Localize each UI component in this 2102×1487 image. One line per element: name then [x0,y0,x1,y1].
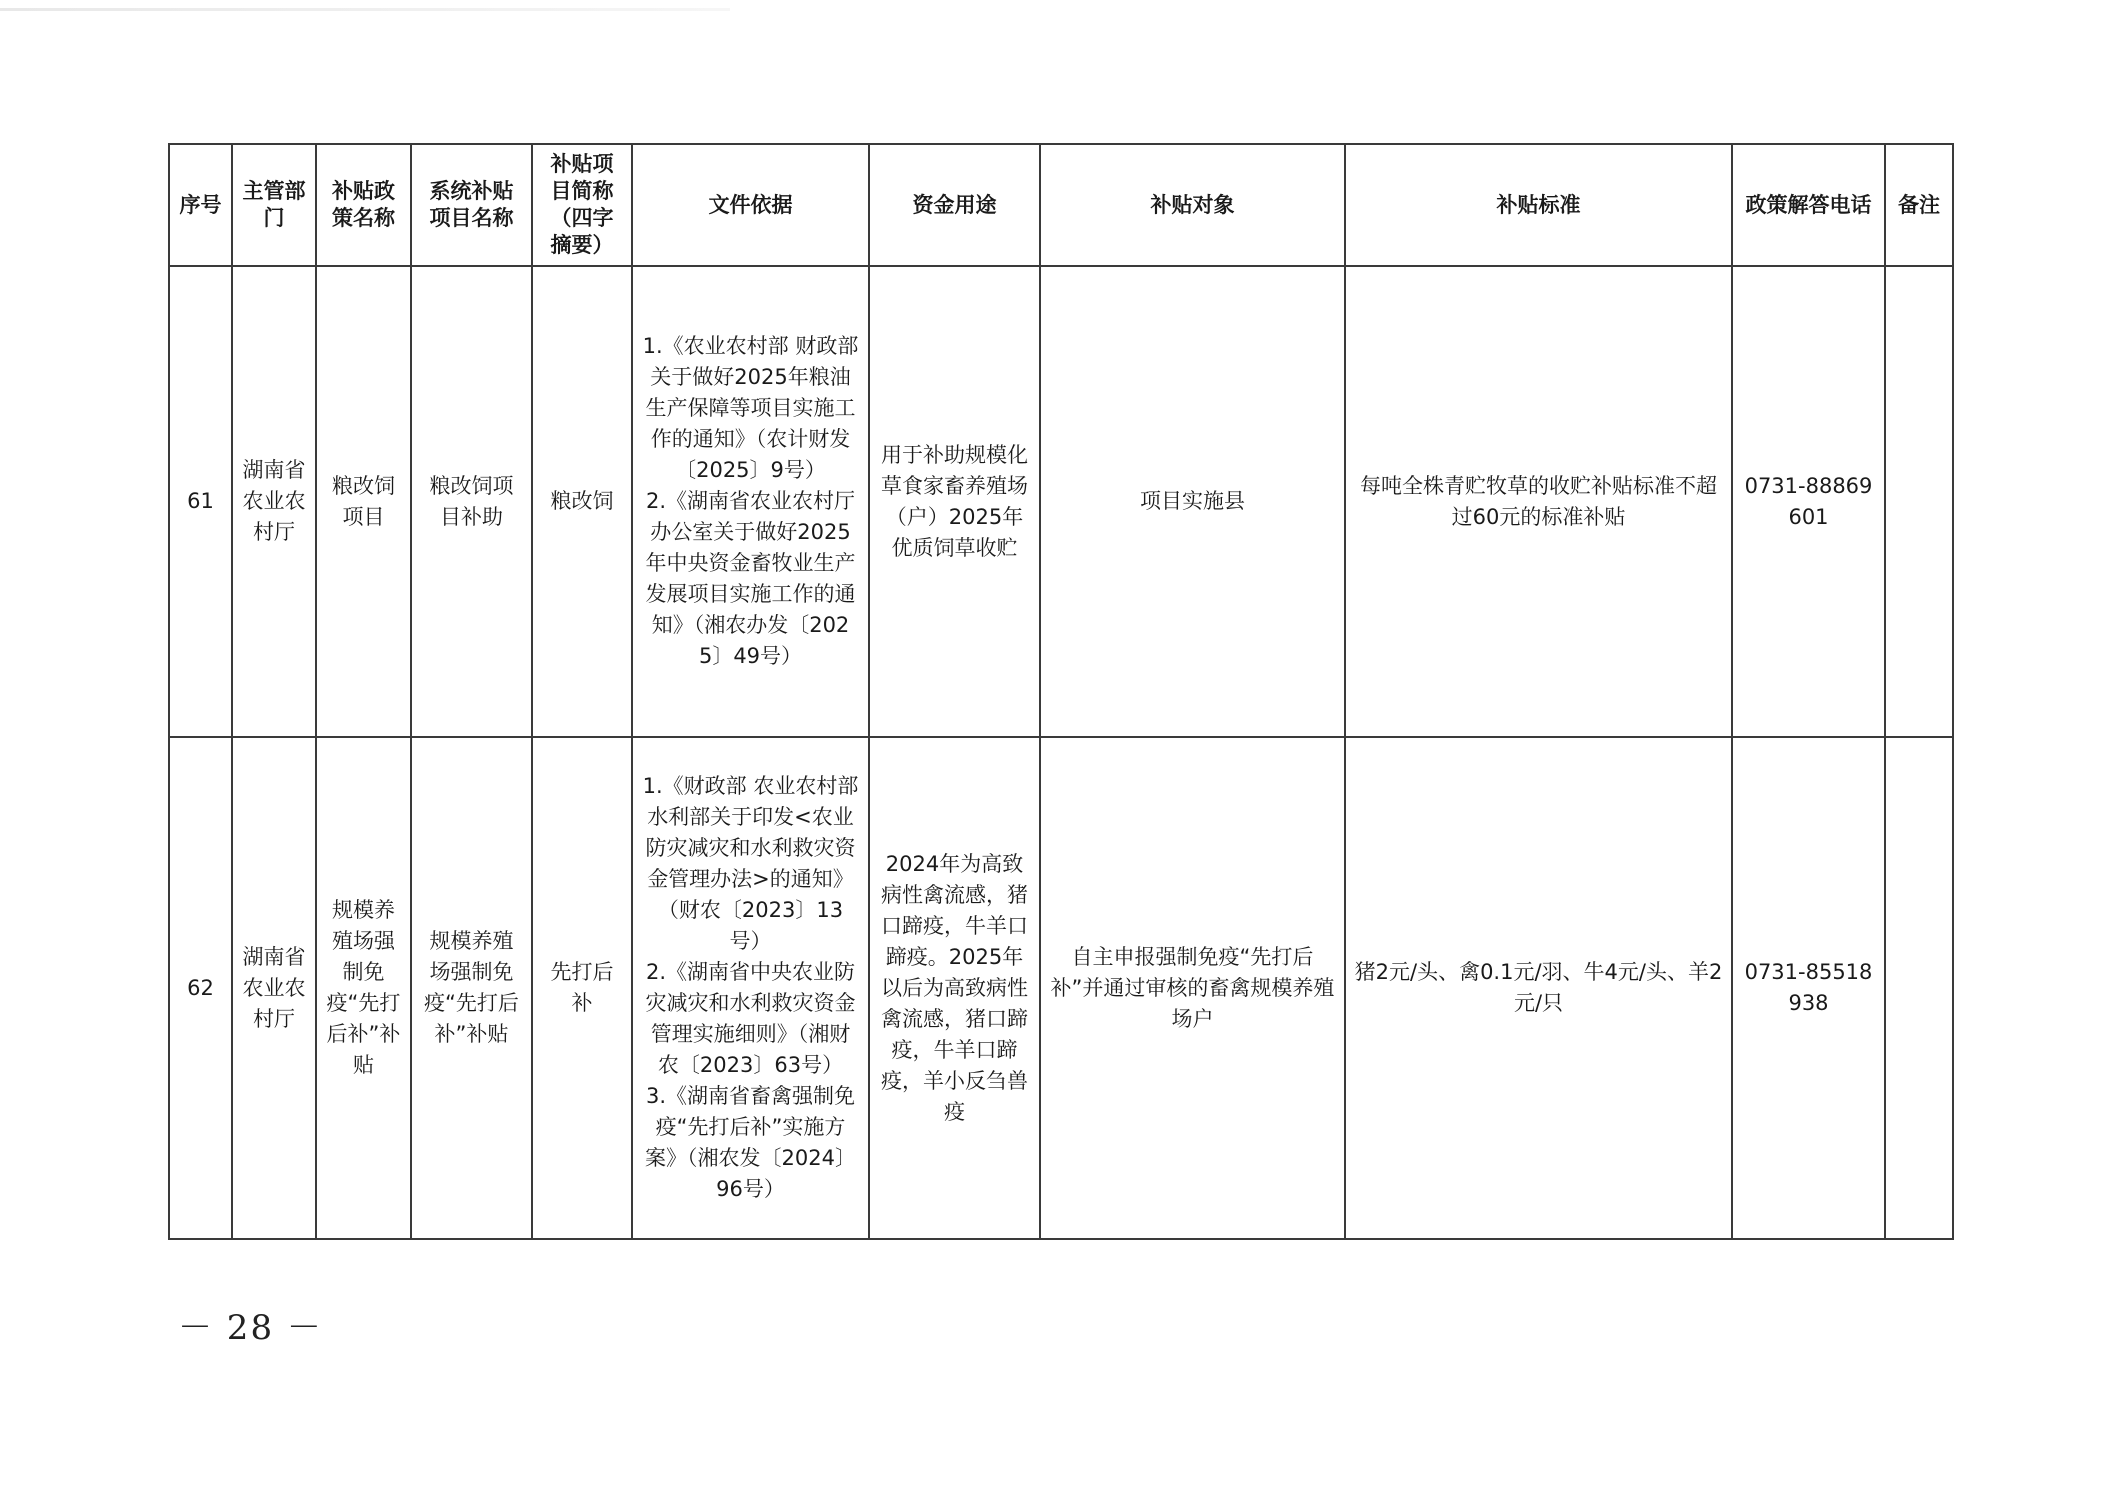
cell-remark [1885,737,1953,1239]
cell-remark [1885,266,1953,737]
cell-phone: 0731-85518938 [1732,737,1885,1239]
subsidy-policy-table [168,143,1954,1240]
table-header-row [169,144,1953,266]
cell-target: 自主申报强制免疫“先打后补”并通过审核的畜禽规模养殖场户 [1040,737,1345,1239]
header-target: 补贴对象 [1040,144,1345,266]
cell-usage: 用于补助规模化草食家畜养殖场（户）2025年优质饲草收贮 [869,266,1040,737]
cell-usage: 2024年为高致病性禽流感，猪口蹄疫，牛羊口蹄疫。2025年以后为高致病性禽流感，猪口蹄疫，牛羊口蹄疫，羊小反刍兽疫 [869,737,1040,1239]
header-seq: 序号 [169,144,232,266]
page-number: － 28 － [178,1308,323,1348]
header-remark: 备注 [1885,144,1953,266]
cell-system-item: 规模养殖场强制免疫“先打后补”补贴 [411,737,532,1239]
header-basis: 文件依据 [632,144,869,266]
header-short-name: 补贴项目简称（四字摘要） [532,144,632,266]
header-standard: 补贴标准 [1345,144,1732,266]
cell-dept: 湖南省农业农村厅 [232,266,316,737]
table-row [169,266,1953,737]
header-policy: 补贴政策名称 [316,144,411,266]
cell-seq: 62 [169,737,232,1239]
cell-basis: 1.《财政部 农业农村部 水利部关于印发<农业防灾减灾和水利救灾资金管理办法>的通知》（财农〔2023〕13号） 2.《湖南省中央农业防灾减灾和水利救灾资金管理实施细则》（湘财农〔2023〕63号） 3.《湖南省畜禽强制免疫“先打后补”实施方案》（湘农发〔2024〕96号） [632,737,869,1239]
cell-policy: 规模养殖场强制免疫“先打后补”补贴 [316,737,411,1239]
cell-short-name: 先打后补 [532,737,632,1239]
header-dept: 主管部门 [232,144,316,266]
cell-phone: 0731-88869601 [1732,266,1885,737]
table-row [169,737,1953,1239]
cell-seq: 61 [169,266,232,737]
header-system-item: 系统补贴项目名称 [411,144,532,266]
cell-standard: 每吨全株青贮牧草的收贮补贴标准不超过60元的标准补贴 [1345,266,1732,737]
cell-standard: 猪2元/头、禽0.1元/羽、牛4元/头、羊2元/只 [1345,737,1732,1239]
cell-dept: 湖南省农业农村厅 [232,737,316,1239]
cell-policy: 粮改饲项目 [316,266,411,737]
header-usage: 资金用途 [869,144,1040,266]
header-phone: 政策解答电话 [1732,144,1885,266]
scan-edge-mark [0,8,730,11]
cell-system-item: 粮改饲项目补助 [411,266,532,737]
cell-target: 项目实施县 [1040,266,1345,737]
cell-basis: 1.《农业农村部 财政部关于做好2025年粮油生产保障等项目实施工作的通知》（农计财发〔2025〕9号） 2.《湖南省农业农村厅办公室关于做好2025年中央资金畜牧业生产发展项目实施工作的通知》（湘农办发〔2025〕49号） [632,266,869,737]
cell-short-name: 粮改饲 [532,266,632,737]
